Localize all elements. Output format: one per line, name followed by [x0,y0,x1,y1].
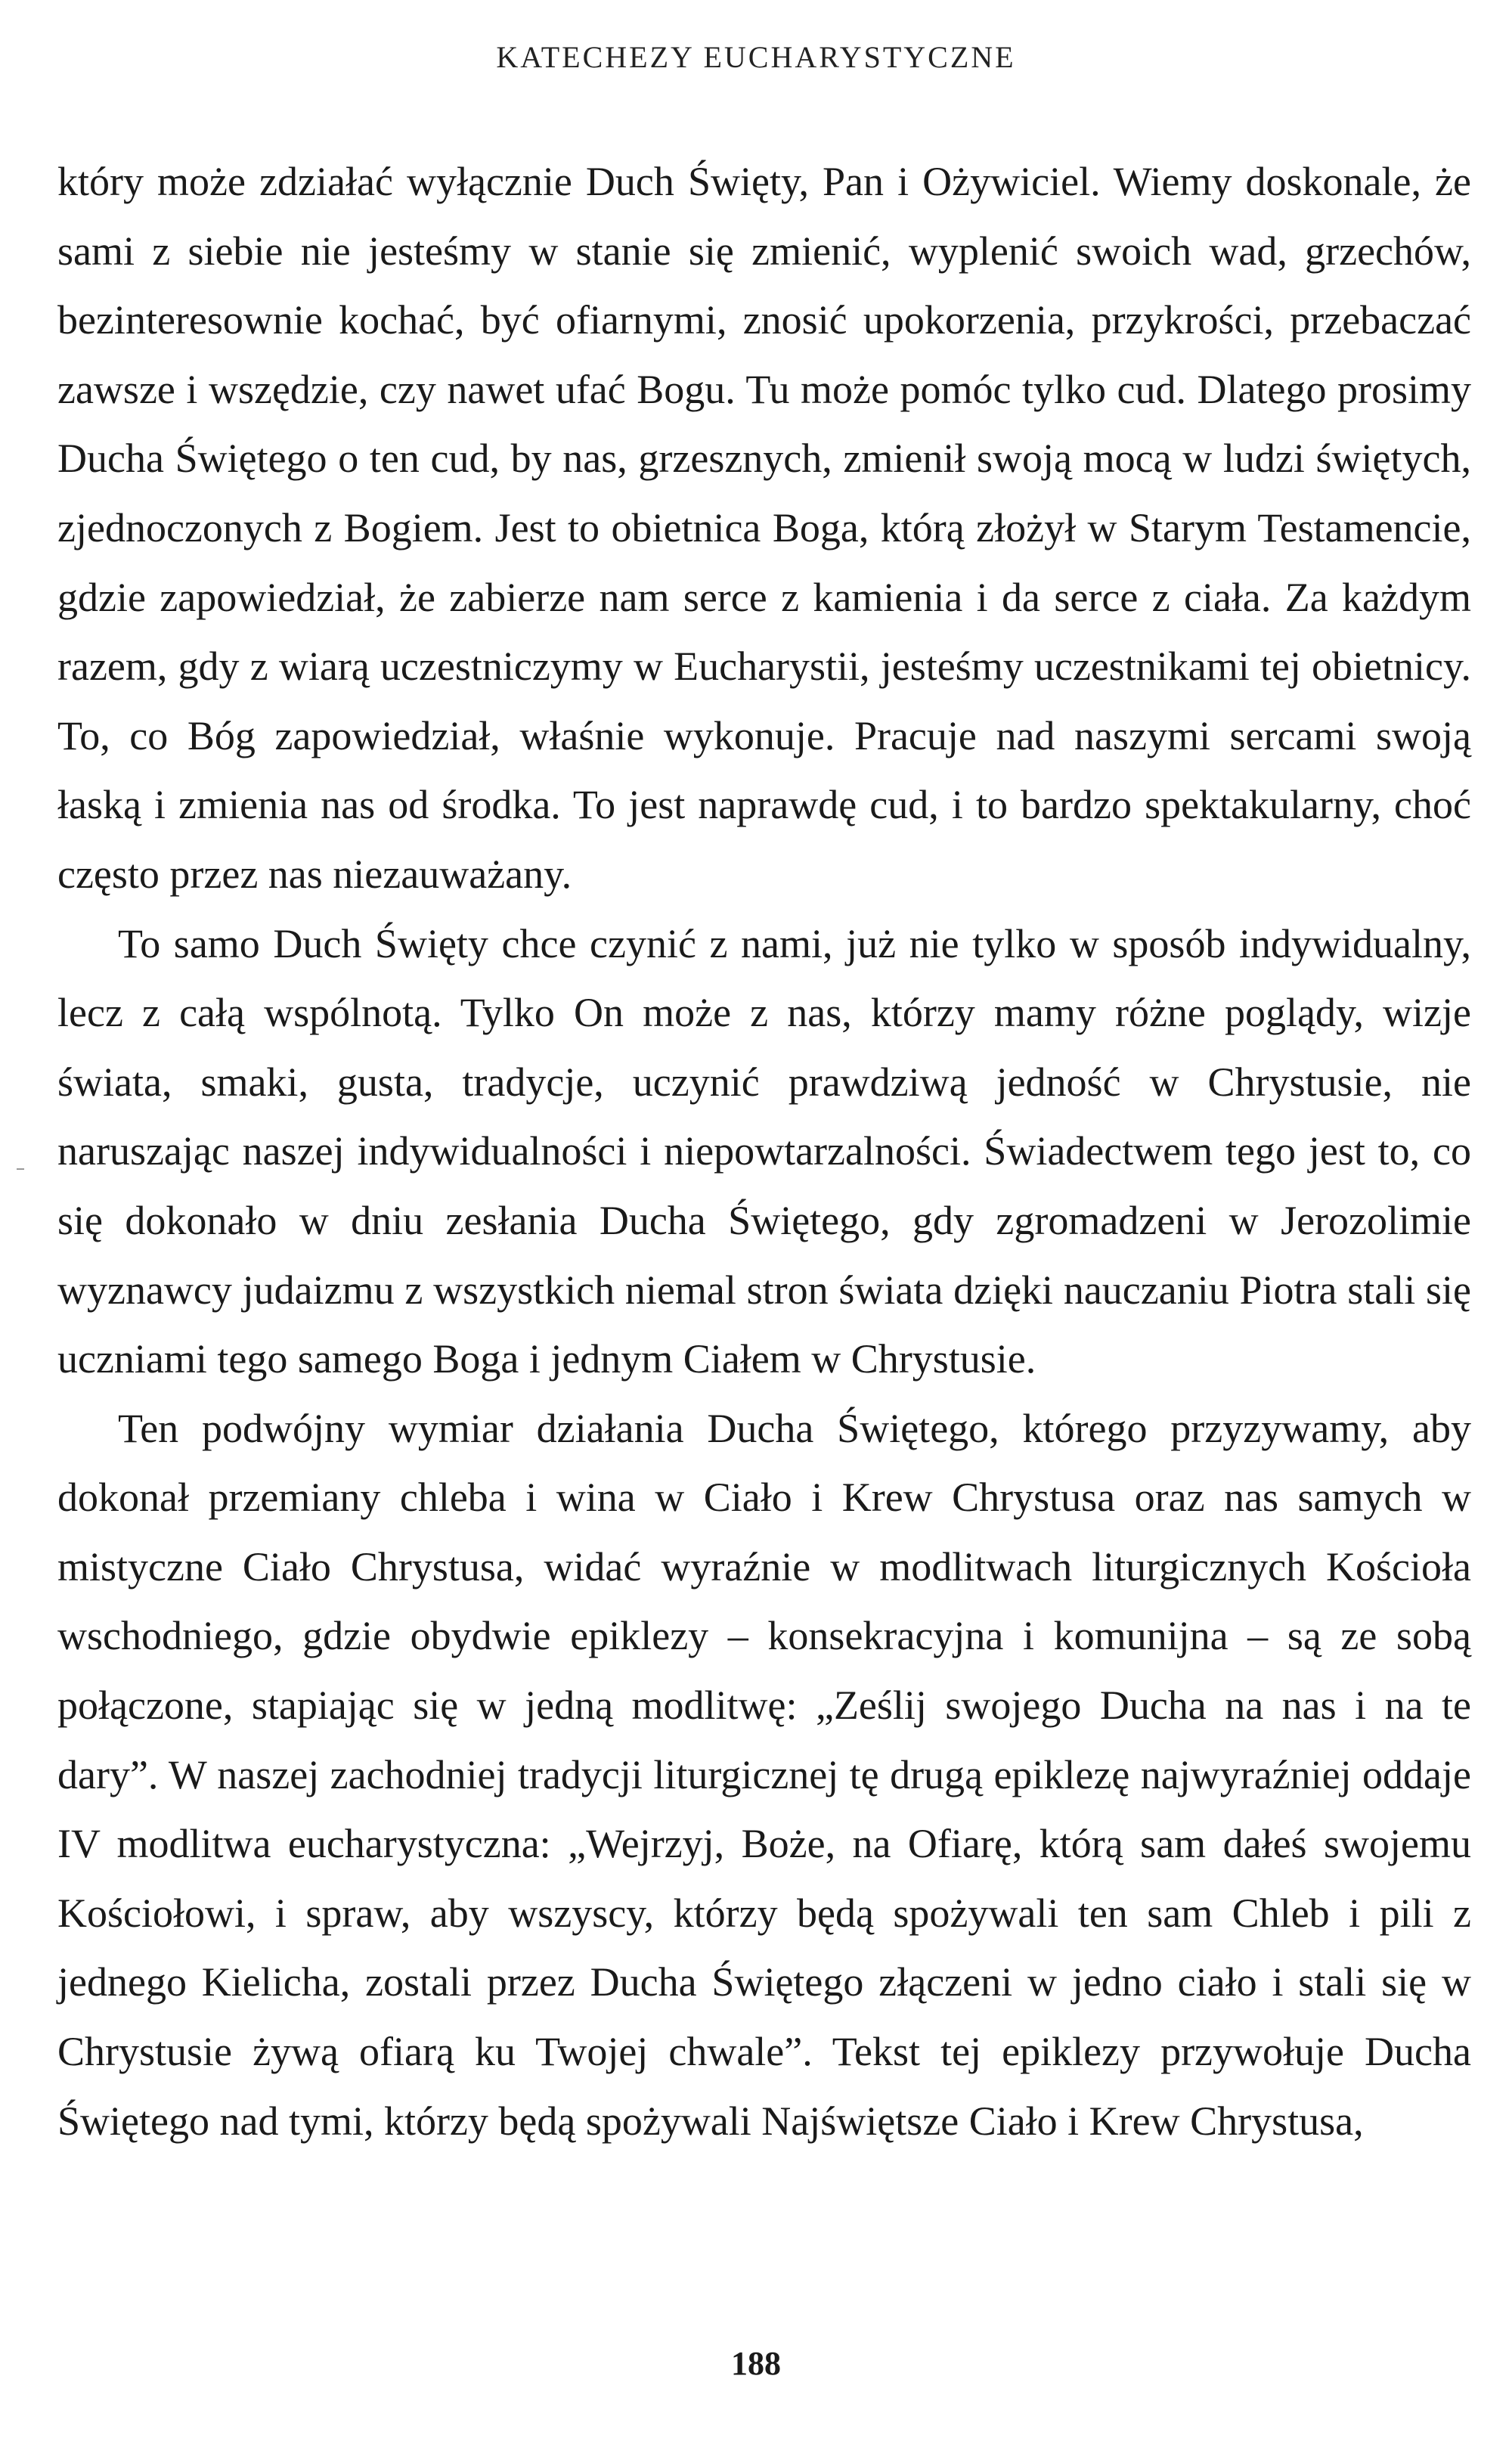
page-number: 188 [731,2345,781,2382]
paragraph-3: Ten podwójny wymiar działania Ducha Świętego, którego przyzywamy, aby dokonał przemiany chleba i wina w Ciało i Krew Chrystusa oraz nas samych w mistyczne Ciało Chrystusa, widać wyraźnie w modlitwach liturgicznych Kościoła wschodniego, gdzie obydwie epiklezy – konsekracyjna i komunijna – są ze sobą połączone, stapiając się w jedną modlitwę: „Ześlij swojego Ducha na nas i na te dary”. W naszej zachodniej tradycji liturgicznej tę drugą epiklezę najwyraźniej oddaje IV modlitwa eucharystyczna: „Wejrzyj, Boże, na Ofiarę, którą sam dałeś swojemu Kościołowi, i spraw, aby wszyscy, którzy będą spożywali ten sam Chleb i pili z jednego Kielicha, zostali przez Ducha Świętego złączeni w jedno ciało i stali się w Chrystusie żywą ofiarą ku Twojej chwale”. Tekst tej epiklezy przywołuje Ducha Świętego nad tymi, którzy będą spożywali Najświętsze Ciało i Krew Chrystusa, [57,1405,1471,2144]
paragraph-2: To samo Duch Święty chce czynić z nami, już nie tylko w sposób indywidualny, lecz z całą wspólnotą. Tylko On może z nas, którzy mamy różne poglądy, wizje świata, smaki, gusta, tradycje, uczynić prawdziwą jedność w Chrystusie, nie naruszając naszej indywidualności i niepowtarzalności. Świadectwem tego jest to, co się dokonało w dniu zesłania Ducha Świętego, gdy zgromadzeni w Jerozolimie wyznawcy judaizmu z wszystkich niemal stron świata dzięki nauczaniu Piotra stali się uczniami tego samego Boga i jednym Ciałem w Chrystusie. [57,920,1471,1382]
paragraph-1: który może zdziałać wyłącznie Duch Święty, Pan i Ożywiciel. Wiemy doskonale, że sami z siebie nie jesteśmy w stanie się zmienić, wyplenić swoich wad, grzechów, bezinteresownie kochać, być ofiarnymi, znosić upokorzenia, przykrości, przebaczać zawsze i wszędzie, czy nawet ufać Bogu. Tu może pomóc tylko cud. Dlatego prosimy Ducha Świętego o ten cud, by nas, grzesznych, zmienił swoją mocą w ludzi świętych, zjednoczonych z Bogiem. Jest to obietnica Boga, którą złożył w Starym Testamencie, gdzie zapowiedział, że zabierze nam serce z kamienia i da serce z ciała. Za każdym razem, gdy z wiarą uczestniczymy w Eucharystii, jesteśmy uczestnikami tej obietnicy. To, co Bóg zapowiedział, właśnie wykonuje. Pracuje nad naszymi sercami swoją łaską i zmienia nas od środka. To jest naprawdę cud, i to bardzo spektakularny, choć często przez nas niezauważany. [57,159,1471,897]
body-text [57,147,1471,2156]
margin-mark [17,1168,24,1170]
running-header: KATECHEZY EUCHARYSTYCZNE [496,40,1016,74]
